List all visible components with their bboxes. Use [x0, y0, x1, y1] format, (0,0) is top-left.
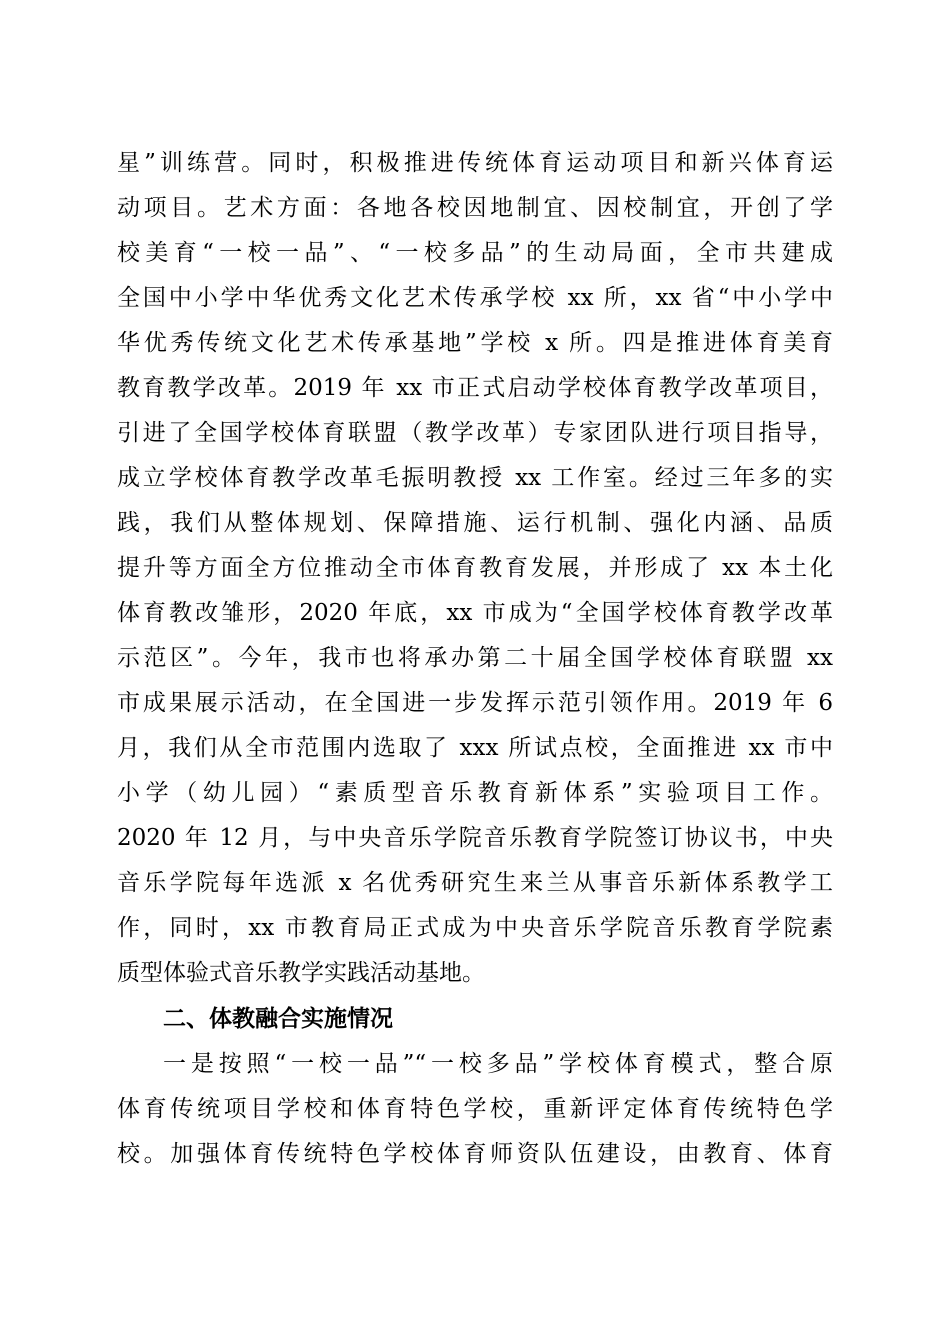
section-heading: 二、体教融合实施情况	[163, 1006, 393, 1032]
paragraph-line: 体育教改雏形，2020 年底，xx 市成为“全国学校体育教学改革	[117, 600, 833, 626]
paragraph-line: 作，同时，xx 市教育局正式成为中央音乐学院音乐教育学院素	[117, 915, 833, 941]
paragraph-line: 教育教学改革。2019 年 xx 市正式启动学校体育教学改革项目，	[117, 375, 833, 401]
paragraph-line: 校。加强体育传统特色学校体育师资队伍建设，由教育、体育	[117, 1141, 833, 1167]
paragraph-line: 成立学校体育教学改革毛振明教授 xx 工作室。经过三年多的实	[117, 465, 833, 491]
paragraph-line: 华优秀传统文化艺术传承基地”学校 x 所。四是推进体育美育	[117, 330, 833, 356]
paragraph-line: 提升等方面全方位推动全市体育教育发展，并形成了 xx 本土化	[117, 555, 833, 581]
paragraph-line: 月，我们从全市范围内选取了 xxx 所试点校，全面推进 xx 市中	[117, 735, 833, 761]
paragraph-line: 体育传统项目学校和体育特色学校，重新评定体育传统特色学	[117, 1096, 833, 1122]
paragraph-line: 小学（幼儿园）“素质型音乐教育新体系”实验项目工作。	[117, 780, 833, 806]
paragraph-line: 星”训练营。同时，积极推进传统体育运动项目和新兴体育运	[117, 150, 833, 176]
paragraph-line: 一是按照“一校一品”“一校多品”学校体育模式，整合原	[163, 1051, 833, 1077]
paragraph-line: 践，我们从整体规划、保障措施、运行机制、强化内涵、品质	[117, 510, 833, 536]
paragraph-line: 动项目。艺术方面：各地各校因地制宜、因校制宜，开创了学	[117, 195, 833, 221]
paragraph-line: 2020 年 12 月，与中央音乐学院音乐教育学院签订协议书，中央	[117, 825, 833, 851]
paragraph-line: 市成果展示活动，在全国进一步发挥示范引领作用。2019 年 6	[117, 690, 833, 716]
paragraph-line: 示范区”。今年，我市也将承办第二十届全国学校体育联盟 xx	[117, 645, 833, 671]
paragraph-line: 校美育“一校一品”、“一校多品”的生动局面，全市共建成	[117, 240, 833, 266]
paragraph-line: 全国中小学中华优秀文化艺术传承学校 xx 所，xx 省“中小学中	[117, 285, 833, 311]
paragraph-line: 音乐学院每年选派 x 名优秀研究生来兰从事音乐新体系教学工	[117, 870, 833, 896]
paragraph-line: 引进了全国学校体育联盟（教学改革）专家团队进行项目指导，	[117, 420, 833, 446]
paragraph-line: 质型体验式音乐教学实践活动基地。	[117, 960, 485, 986]
